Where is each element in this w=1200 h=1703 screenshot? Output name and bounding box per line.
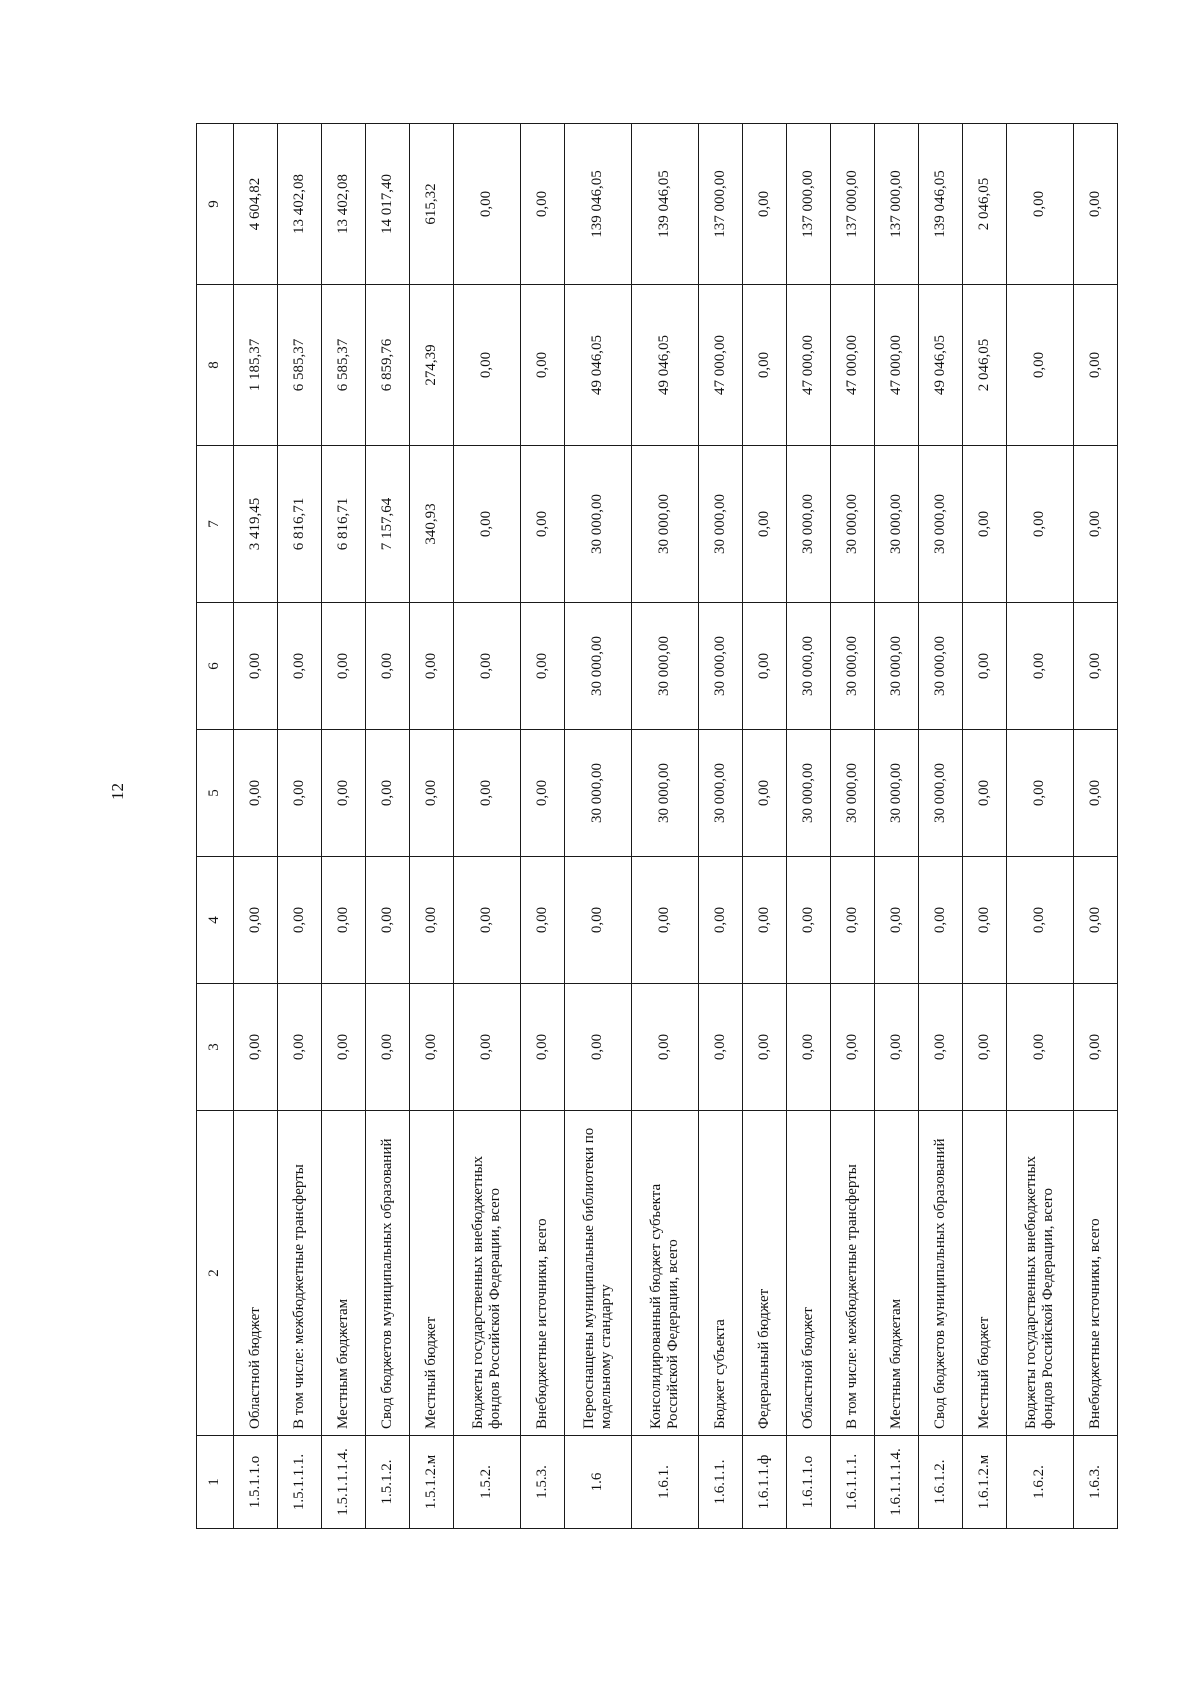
value-cell: 0,00 xyxy=(410,984,454,1111)
value-cell: 47 000,00 xyxy=(831,285,875,446)
value-cell: 139 046,05 xyxy=(919,124,963,285)
table-row xyxy=(963,124,1007,1529)
value-cell: 0,00 xyxy=(963,603,1007,730)
table-row xyxy=(410,124,454,1529)
value-cell: 49 046,05 xyxy=(919,285,963,446)
value-cell: 0,00 xyxy=(699,984,743,1111)
value-cell: 30 000,00 xyxy=(919,730,963,857)
value-cell: 0,00 xyxy=(919,984,963,1111)
value-cell: 47 000,00 xyxy=(875,285,919,446)
value-cell: 49 046,05 xyxy=(565,285,632,446)
row-code-cell: 1.5.2. xyxy=(454,1436,521,1529)
value-cell: 0,00 xyxy=(234,603,278,730)
value-cell: 0,00 xyxy=(454,730,521,857)
row-label-cell: В том числе: межбюджетные трансферты xyxy=(831,1111,875,1436)
value-cell: 0,00 xyxy=(1074,603,1118,730)
row-label-cell: Свод бюджетов муниципальных образований xyxy=(366,1111,410,1436)
value-cell: 0,00 xyxy=(278,984,322,1111)
value-cell: 0,00 xyxy=(521,285,565,446)
value-cell: 0,00 xyxy=(1074,730,1118,857)
value-cell: 0,00 xyxy=(743,730,787,857)
value-cell: 0,00 xyxy=(454,285,521,446)
value-cell: 1 185,37 xyxy=(234,285,278,446)
value-cell: 0,00 xyxy=(521,603,565,730)
value-cell: 13 402,08 xyxy=(322,124,366,285)
value-cell: 615,32 xyxy=(410,124,454,285)
value-cell: 14 017,40 xyxy=(366,124,410,285)
value-cell: 0,00 xyxy=(743,446,787,603)
row-label-cell: Бюджеты государственных внебюджетных фондов Российской Федерации, всего xyxy=(454,1111,521,1436)
value-cell: 47 000,00 xyxy=(699,285,743,446)
value-cell: 30 000,00 xyxy=(787,603,831,730)
value-cell: 139 046,05 xyxy=(565,124,632,285)
value-cell: 137 000,00 xyxy=(875,124,919,285)
row-code-cell: 1.6 xyxy=(565,1436,632,1529)
value-cell: 47 000,00 xyxy=(787,285,831,446)
value-cell: 137 000,00 xyxy=(831,124,875,285)
value-cell: 0,00 xyxy=(278,730,322,857)
row-label-cell: Местным бюджетам xyxy=(875,1111,919,1436)
value-cell: 0,00 xyxy=(278,603,322,730)
value-cell: 0,00 xyxy=(1007,285,1074,446)
value-cell: 0,00 xyxy=(632,984,699,1111)
row-code-cell: 1.6.1.1.1. xyxy=(831,1436,875,1529)
row-code-cell: 1.5.1.2.м xyxy=(410,1436,454,1529)
row-label-cell: Бюджеты государственных внебюджетных фондов Российской Федерации, всего xyxy=(1007,1111,1074,1436)
table-row xyxy=(743,124,787,1529)
value-cell: 0,00 xyxy=(1074,857,1118,984)
row-label-cell: Внебюджетные источники, всего xyxy=(1074,1111,1118,1436)
column-header: 6 xyxy=(197,603,234,730)
table-row xyxy=(787,124,831,1529)
row-label-cell: Бюджет субъекта xyxy=(699,1111,743,1436)
row-label-cell: В том числе: межбюджетные трансферты xyxy=(278,1111,322,1436)
value-cell: 30 000,00 xyxy=(831,446,875,603)
row-code-cell: 1.6.2. xyxy=(1007,1436,1074,1529)
value-cell: 0,00 xyxy=(875,984,919,1111)
value-cell: 0,00 xyxy=(1007,446,1074,603)
value-cell: 30 000,00 xyxy=(699,603,743,730)
table-body xyxy=(197,124,1118,1529)
row-code-cell: 1.6.1.1.ф xyxy=(743,1436,787,1529)
row-label-cell: Федеральный бюджет xyxy=(743,1111,787,1436)
value-cell: 0,00 xyxy=(1007,124,1074,285)
value-cell: 2 046,05 xyxy=(963,124,1007,285)
value-cell: 0,00 xyxy=(699,857,743,984)
value-cell: 0,00 xyxy=(322,984,366,1111)
column-header: 8 xyxy=(197,285,234,446)
row-code-cell: 1.6.1.1.1.4. xyxy=(875,1436,919,1529)
value-cell: 6 859,76 xyxy=(366,285,410,446)
value-cell: 0,00 xyxy=(1007,857,1074,984)
table-header-row xyxy=(197,124,234,1529)
row-label-cell: Переоснащены муниципальные библиотеки по модельному стандарту xyxy=(565,1111,632,1436)
row-label-cell: Местный бюджет xyxy=(410,1111,454,1436)
value-cell: 0,00 xyxy=(875,857,919,984)
value-cell: 274,39 xyxy=(410,285,454,446)
value-cell: 0,00 xyxy=(787,984,831,1111)
row-code-cell: 1.6.3. xyxy=(1074,1436,1118,1529)
value-cell: 0,00 xyxy=(565,857,632,984)
row-code-cell: 1.6.1.2. xyxy=(919,1436,963,1529)
value-cell: 0,00 xyxy=(743,857,787,984)
value-cell: 340,93 xyxy=(410,446,454,603)
value-cell: 0,00 xyxy=(454,984,521,1111)
value-cell: 6 585,37 xyxy=(322,285,366,446)
value-cell: 0,00 xyxy=(410,603,454,730)
row-code-cell: 1.5.3. xyxy=(521,1436,565,1529)
value-cell: 0,00 xyxy=(322,603,366,730)
column-header: 5 xyxy=(197,730,234,857)
row-label-cell: Консолидированный бюджет субъекта Российской Федерации, всего xyxy=(632,1111,699,1436)
value-cell: 3 419,45 xyxy=(234,446,278,603)
value-cell: 30 000,00 xyxy=(632,446,699,603)
row-code-cell: 1.5.1.1.о xyxy=(234,1436,278,1529)
value-cell: 0,00 xyxy=(366,857,410,984)
column-header: 1 xyxy=(197,1436,234,1529)
value-cell: 30 000,00 xyxy=(919,603,963,730)
value-cell: 30 000,00 xyxy=(831,603,875,730)
column-header: 7 xyxy=(197,446,234,603)
table-row xyxy=(454,124,521,1529)
value-cell: 30 000,00 xyxy=(699,446,743,603)
value-cell: 0,00 xyxy=(521,124,565,285)
value-cell: 0,00 xyxy=(1074,285,1118,446)
column-header: 9 xyxy=(197,124,234,285)
value-cell: 0,00 xyxy=(632,857,699,984)
value-cell: 0,00 xyxy=(963,857,1007,984)
value-cell: 30 000,00 xyxy=(919,446,963,603)
row-label-cell: Местный бюджет xyxy=(963,1111,1007,1436)
table-row xyxy=(521,124,565,1529)
value-cell: 0,00 xyxy=(743,984,787,1111)
value-cell: 30 000,00 xyxy=(565,446,632,603)
table-row xyxy=(1074,124,1118,1529)
value-cell: 0,00 xyxy=(743,603,787,730)
table-row xyxy=(632,124,699,1529)
column-header: 2 xyxy=(197,1111,234,1436)
value-cell: 0,00 xyxy=(410,857,454,984)
value-cell: 30 000,00 xyxy=(565,603,632,730)
row-code-cell: 1.6.1. xyxy=(632,1436,699,1529)
value-cell: 30 000,00 xyxy=(787,730,831,857)
value-cell: 0,00 xyxy=(787,857,831,984)
value-cell: 30 000,00 xyxy=(632,603,699,730)
value-cell: 0,00 xyxy=(234,984,278,1111)
value-cell: 2 046,05 xyxy=(963,285,1007,446)
value-cell: 0,00 xyxy=(322,730,366,857)
value-cell: 6 816,71 xyxy=(278,446,322,603)
value-cell: 0,00 xyxy=(366,603,410,730)
table-row xyxy=(322,124,366,1529)
table-row xyxy=(1007,124,1074,1529)
value-cell: 139 046,05 xyxy=(632,124,699,285)
table-row xyxy=(699,124,743,1529)
table-row xyxy=(234,124,278,1529)
value-cell: 0,00 xyxy=(831,984,875,1111)
value-cell: 0,00 xyxy=(454,124,521,285)
value-cell: 13 402,08 xyxy=(278,124,322,285)
value-cell: 0,00 xyxy=(743,124,787,285)
value-cell: 30 000,00 xyxy=(875,603,919,730)
value-cell: 0,00 xyxy=(963,730,1007,857)
value-cell: 0,00 xyxy=(919,857,963,984)
row-label-cell: Областной бюджет xyxy=(787,1111,831,1436)
value-cell: 0,00 xyxy=(322,857,366,984)
table-row xyxy=(278,124,322,1529)
value-cell: 0,00 xyxy=(234,730,278,857)
value-cell: 30 000,00 xyxy=(831,730,875,857)
value-cell: 30 000,00 xyxy=(632,730,699,857)
value-cell: 0,00 xyxy=(1074,124,1118,285)
value-cell: 7 157,64 xyxy=(366,446,410,603)
value-cell: 0,00 xyxy=(963,984,1007,1111)
row-code-cell: 1.5.1.1.1.4. xyxy=(322,1436,366,1529)
value-cell: 0,00 xyxy=(1007,730,1074,857)
table-row xyxy=(919,124,963,1529)
value-cell: 137 000,00 xyxy=(787,124,831,285)
value-cell: 30 000,00 xyxy=(699,730,743,857)
rotated-table-wrapper xyxy=(196,124,1103,1529)
value-cell: 6 585,37 xyxy=(278,285,322,446)
table-row xyxy=(875,124,919,1529)
row-code-cell: 1.6.1.1.о xyxy=(787,1436,831,1529)
row-label-cell: Внебюджетные источники, всего xyxy=(521,1111,565,1436)
row-code-cell: 1.5.1.2. xyxy=(366,1436,410,1529)
value-cell: 0,00 xyxy=(366,730,410,857)
row-label-cell: Областной бюджет xyxy=(234,1111,278,1436)
value-cell: 0,00 xyxy=(963,446,1007,603)
table-row xyxy=(366,124,410,1529)
value-cell: 137 000,00 xyxy=(699,124,743,285)
value-cell: 30 000,00 xyxy=(875,730,919,857)
value-cell: 0,00 xyxy=(743,285,787,446)
value-cell: 0,00 xyxy=(521,984,565,1111)
value-cell: 0,00 xyxy=(831,857,875,984)
value-cell: 0,00 xyxy=(1074,446,1118,603)
value-cell: 30 000,00 xyxy=(787,446,831,603)
value-cell: 0,00 xyxy=(366,984,410,1111)
table-row xyxy=(565,124,632,1529)
value-cell: 0,00 xyxy=(234,857,278,984)
value-cell: 0,00 xyxy=(454,603,521,730)
row-code-cell: 1.6.1.2.м xyxy=(963,1436,1007,1529)
value-cell: 4 604,82 xyxy=(234,124,278,285)
value-cell: 30 000,00 xyxy=(565,730,632,857)
value-cell: 0,00 xyxy=(521,857,565,984)
value-cell: 30 000,00 xyxy=(875,446,919,603)
value-cell: 0,00 xyxy=(1074,984,1118,1111)
value-cell: 0,00 xyxy=(454,857,521,984)
row-code-cell: 1.6.1.1. xyxy=(699,1436,743,1529)
row-code-cell: 1.5.1.1.1. xyxy=(278,1436,322,1529)
value-cell: 0,00 xyxy=(410,730,454,857)
row-label-cell: Местным бюджетам xyxy=(322,1111,366,1436)
value-cell: 0,00 xyxy=(1007,984,1074,1111)
column-header: 4 xyxy=(197,857,234,984)
value-cell: 0,00 xyxy=(565,984,632,1111)
row-label-cell: Свод бюджетов муниципальных образований xyxy=(919,1111,963,1436)
value-cell: 0,00 xyxy=(521,446,565,603)
column-header: 3 xyxy=(197,984,234,1111)
value-cell: 0,00 xyxy=(454,446,521,603)
value-cell: 49 046,05 xyxy=(632,285,699,446)
page-number: 12 xyxy=(108,783,127,800)
value-cell: 0,00 xyxy=(1007,603,1074,730)
value-cell: 0,00 xyxy=(521,730,565,857)
table-row xyxy=(831,124,875,1529)
value-cell: 0,00 xyxy=(278,857,322,984)
budget-table xyxy=(196,123,1118,1529)
value-cell: 6 816,71 xyxy=(322,446,366,603)
